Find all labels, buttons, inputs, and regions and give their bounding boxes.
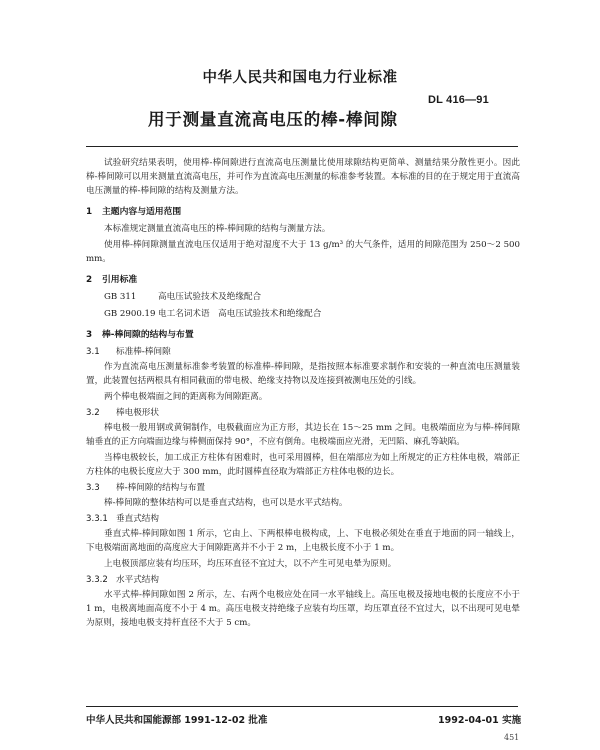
page-number: 451	[504, 733, 520, 742]
section-3-1-number: 3.1	[86, 347, 100, 357]
section-3-2-paragraph-2: 当棒电极较长，加工成正方柱体有困难时，也可采用圆棒，但在端部应为如上所规定的正方柱体电极，端部正方柱体的电极长度应大于 300 mm，此时圆棒直径取为端部正方柱体电极的边长。	[86, 453, 520, 477]
reference-code: GB 311	[104, 292, 137, 302]
section-2-number: 2	[86, 275, 93, 285]
section-2-heading	[86, 273, 520, 287]
section-3-3-heading	[86, 481, 520, 495]
section-3-2-title: 棒电极形状	[116, 408, 159, 418]
section-3-3-2-title: 水平式结构	[116, 575, 159, 585]
section-3-3-paragraph-1: 棒-棒间隙的整体结构可以是垂直式结构，也可以是水平式结构。	[104, 498, 348, 508]
section-3-3-2-heading	[86, 573, 520, 587]
section-3-3-1-heading	[86, 512, 520, 526]
standard-code: DL 416—91	[428, 94, 489, 106]
reference-title: 高电压试验技术及绝缘配合	[158, 292, 262, 302]
effective-date: 1992-04-01 实施	[438, 715, 522, 726]
section-3-3-2-paragraph-1: 水平式棒-棒间隙如图 2 所示，左、右两个电极应处在同一水平轴线上。高压电极及接地电极的长度应不小于 1 m，电极离地面高度不小于 4 m。高压电极支持绝缘子应装有均压罩，均压罩直径不宜过大，以不出现可见电晕为原则，接地电极支持杆直径不大于 5 cm。	[86, 590, 520, 628]
section-3-3-title: 棒-棒间隙的结构与布置	[116, 483, 206, 493]
section-3-3-number: 3.3	[86, 483, 100, 493]
section-3-3-1-paragraph-2: 上电极顶部应装有均压环，均压环直径不宜过大，以不产生可见电晕为原则。	[104, 559, 397, 569]
section-3-3-1-number: 3.3.1	[86, 514, 108, 524]
ministry-heading: 中华人民共和国电力行业标准	[202, 70, 398, 86]
section-3-1-paragraph-1: 作为直流高电压测量标准参考装置的标准棒-棒间隙，是指按照本标准要求制作和安装的一种直流电压测量装置，此装置包括两根具有相同截面的带电极、绝缘支持物以及连接到被测电压处的引线。	[86, 362, 520, 386]
section-1-number: 1	[86, 207, 93, 217]
section-1-paragraph-2: 使用棒-棒间隙测量直流电压仅适用于绝对湿度不大于 13 g/m³ 的大气条件，适用的间隙范围为 250～2 500 mm。	[86, 240, 520, 264]
section-2-title: 引用标准	[102, 275, 138, 285]
section-1-heading	[86, 205, 520, 219]
section-3-1-paragraph-2: 两个棒电极端面之间的距离称为间隙距离。	[104, 392, 268, 402]
section-3-title: 棒-棒间隙的结构与布置	[102, 330, 194, 340]
section-3-heading	[86, 328, 520, 342]
section-3-2-number: 3.2	[86, 408, 100, 418]
footer-divider	[86, 706, 518, 707]
document-title: 用于测量直流高电压的棒-棒间隙	[148, 110, 398, 129]
section-3-2-paragraph-1: 棒电极一般用钢或黄铜制作，电极截面应为正方形，其边长在 15～25 mm 之间。电极端面应为与棒-棒间隙轴垂直的正方向端面边缘与棒侧面保持 90°，不应有倒角。电极端面应光滑，无凹陷、麻孔等缺陷。	[86, 423, 520, 447]
section-3-3-1-title: 垂直式结构	[116, 514, 159, 524]
reference-title: 电工名词术语 高电压试验技术和绝缘配合	[158, 309, 322, 319]
section-3-1-heading	[86, 345, 520, 359]
reference-item	[86, 290, 520, 304]
reference-code: GB 2900.19	[104, 309, 156, 319]
section-3-2-heading	[86, 406, 520, 420]
reference-item	[86, 307, 520, 321]
section-3-3-1-paragraph-1: 垂直式棒-棒间隙如图 1 所示，它由上、下两根棒电极构成，上、下电极必须处在垂直于地面的同一轴线上，下电极端面离地面的高度应大于间隙距离并不小于 2 m，上电极长度不小于 1 m。	[86, 529, 520, 553]
section-1-paragraph-1: 本标准规定测量直流高电压的棒-棒间隙的结构与测量方法。	[104, 224, 331, 234]
section-1-title: 主题内容与适用范围	[102, 207, 182, 217]
section-3-1-title: 标准棒-棒间隙	[116, 347, 171, 357]
document-body	[86, 156, 520, 632]
approval-info: 中华人民共和国能源部 1991-12-02 批准	[86, 715, 268, 726]
header-divider	[86, 146, 518, 147]
intro-paragraph: 试验研究结果表明，使用棒-棒间隙进行直流高电压测量比使用球隙结构更简单、测量结果分散性更小。因此棒-棒间隙可以用来测量直流高电压，并可作为直流高电压测量的标准参考装置。本标准的目的在于规定用于直流高电压测量的棒-棒间隙的结构及测量方法。	[86, 158, 520, 196]
section-3-number: 3	[86, 330, 93, 340]
section-3-3-2-number: 3.3.2	[86, 575, 108, 585]
